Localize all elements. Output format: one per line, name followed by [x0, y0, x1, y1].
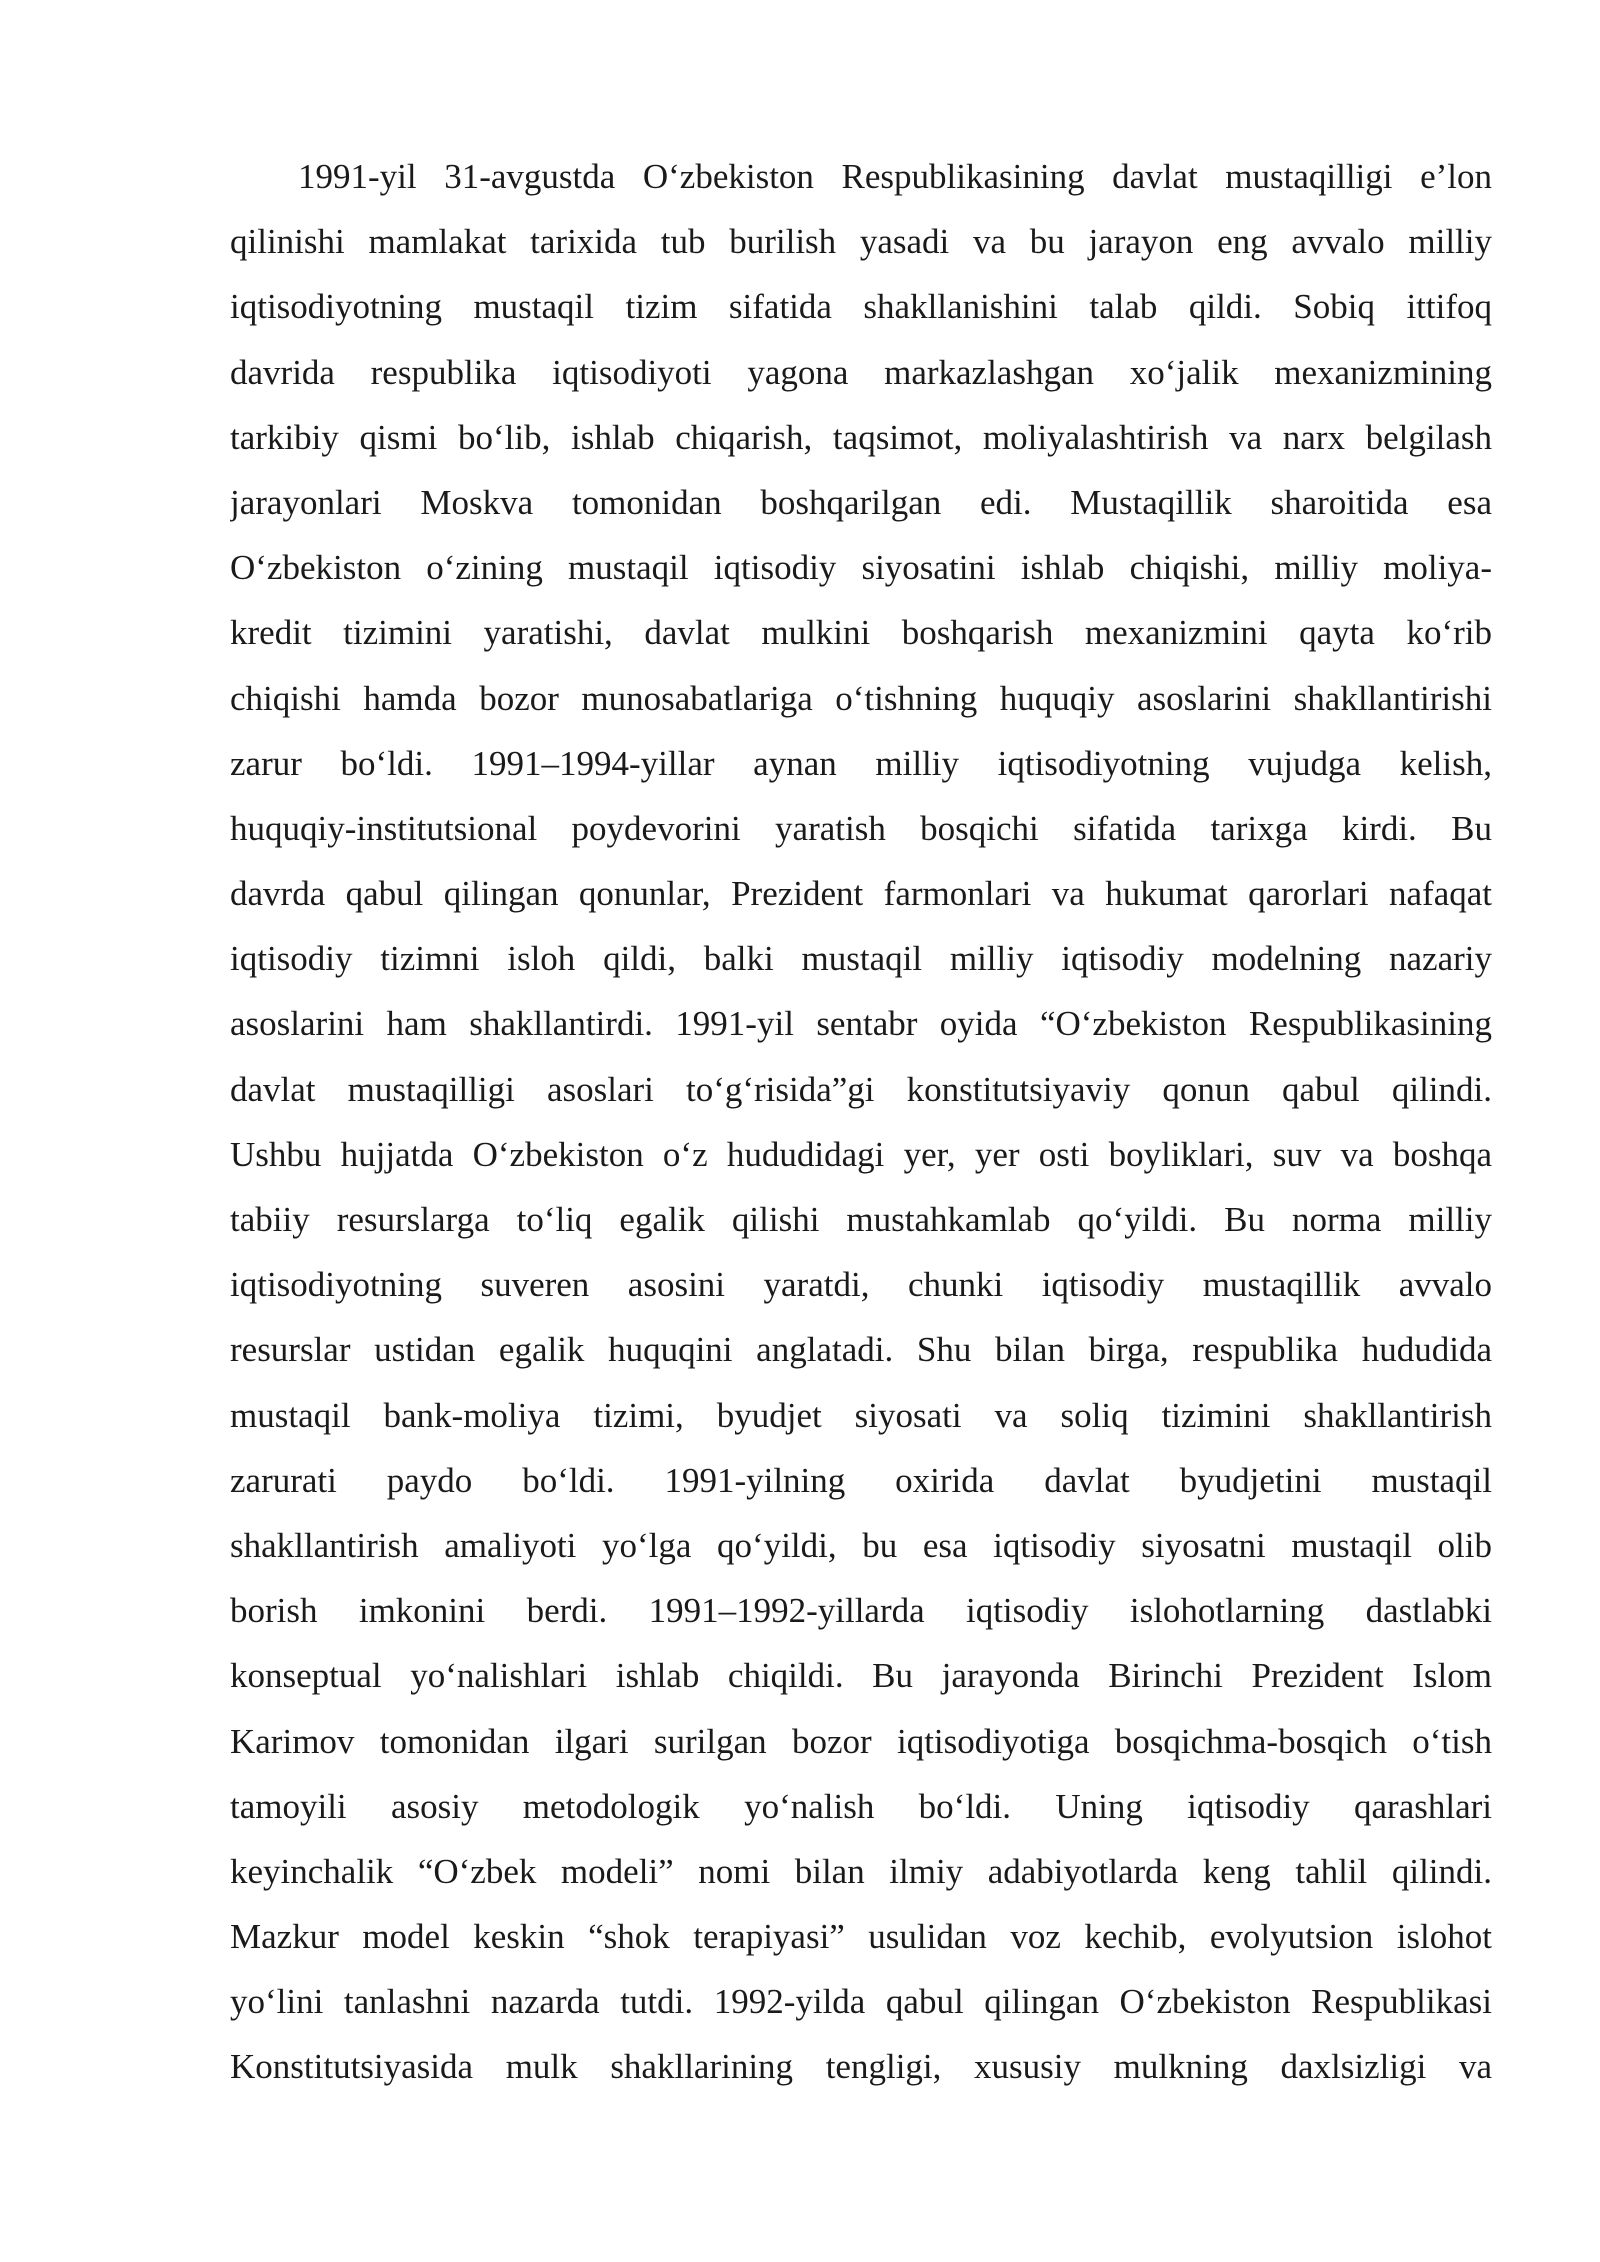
text-line: shakllantirish amaliyoti yo‘lga qo‘yildi, bu esa iqtisodiy siyosatni mustaqil olib [230, 1525, 1492, 1565]
text-line: davlat mustaqilligi asoslari to‘g‘risida”gi konstitutsiyaviy qonun qabul qilindi. [230, 1069, 1492, 1109]
text-line: tarkibiy qismi bo‘lib, ishlab chiqarish, taqsimot, moliyalashtirish va narx belgilash [230, 417, 1492, 457]
text-line: davrida respublika iqtisodiyoti yagona markazlashgan xo‘jalik mexanizmining [230, 352, 1492, 392]
text-line: yo‘lini tanlashni nazarda tutdi. 1992-yilda qabul qilingan O‘zbekiston Respublikasi [230, 1982, 1492, 2022]
text-line: 1991-yil 31-avgustda O‘zbekiston Respublikasining davlat mustaqilligi e’lon [298, 157, 1492, 196]
text-line: zarur bo‘ldi. 1991–1994-yillar aynan milliy iqtisodiyotning vujudga kelish, [230, 743, 1492, 783]
text-line: Mazkur model keskin “shok terapiyasi” usulidan voz kechib, evolyutsion islohot [230, 1917, 1492, 1957]
text-line: keyinchalik “O‘zbek modeli” nomi bilan ilmiy adabiyotlarda keng tahlil qilindi. [230, 1851, 1492, 1891]
text-line: mustaqil bank-moliya tizimi, byudjet siyosati va soliq tizimini shakllantirish [230, 1395, 1492, 1435]
text-line: qilinishi mamlakat tarixida tub burilish yasadi va bu jarayon eng avvalo milliy [230, 222, 1492, 262]
text-line: konseptual yo‘nalishlari ishlab chiqildi. Bu jarayonda Birinchi Prezident Islom [230, 1656, 1492, 1696]
text-line: resurslar ustidan egalik huquqini anglatadi. Shu bilan birga, respublika hududida [230, 1330, 1492, 1370]
text-line: chiqishi hamda bozor munosabatlariga o‘tishning huquqiy asoslarini shakllantirishi [230, 678, 1492, 718]
text-line: iqtisodiy tizimni isloh qildi, balki mustaqil milliy iqtisodiy modelning nazariy [230, 939, 1492, 979]
text-line: tabiiy resurslarga to‘liq egalik qilishi mustahkamlab qo‘yildi. Bu norma milliy [230, 1200, 1492, 1239]
text-line: asoslarini ham shakllantirdi. 1991-yil sentabr oyida “O‘zbekiston Respublikasining [230, 1004, 1492, 1044]
text-line: davrda qabul qilingan qonunlar, Prezident farmonlari va hukumat qarorlari nafaqat [230, 874, 1492, 914]
text-line: borish imkonini berdi. 1991–1992-yillarda iqtisodiy islohotlarning dastlabki [230, 1591, 1492, 1631]
text-line: O‘zbekiston o‘zining mustaqil iqtisodiy siyosatini ishlab chiqishi, milliy moliya- [230, 548, 1492, 588]
text-line: huquqiy-institutsional poydevorini yaratish bosqichi sifatida tarixga kirdi. Bu [230, 808, 1492, 848]
body-paragraph [230, 150, 1492, 2106]
text-line: Konstitutsiyasida mulk shakllarining tengligi, xususiy mulkning daxlsizligi va [230, 2047, 1492, 2087]
text-line: kredit tizimini yaratishi, davlat mulkini boshqarish mexanizmini qayta ko‘rib [230, 613, 1492, 653]
text-line: tamoyili asosiy metodologik yo‘nalish bo‘ldi. Uning iqtisodiy qarashlari [230, 1786, 1492, 1826]
text-line: jarayonlari Moskva tomonidan boshqarilgan edi. Mustaqillik sharoitida esa [230, 482, 1492, 522]
text-line: iqtisodiyotning mustaqil tizim sifatida shakllanishini talab qildi. Sobiq ittifoq [230, 287, 1492, 327]
text-line: Ushbu hujjatda O‘zbekiston o‘z hududidagi yer, yer osti boyliklari, suv va boshqa [230, 1134, 1492, 1174]
text-line: iqtisodiyotning suveren asosini yaratdi, chunki iqtisodiy mustaqillik avvalo [230, 1265, 1492, 1305]
text-line: Karimov tomonidan ilgari surilgan bozor iqtisodiyotiga bosqichma-bosqich o‘tish [230, 1721, 1492, 1761]
text-line: zarurati paydo bo‘ldi. 1991-yilning oxirida davlat byudjetini mustaqil [230, 1460, 1492, 1500]
